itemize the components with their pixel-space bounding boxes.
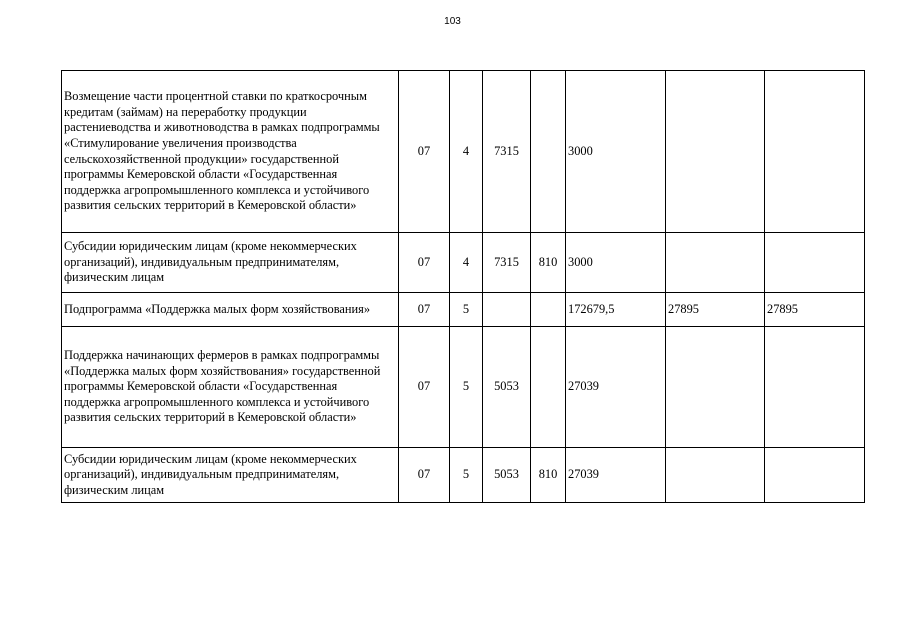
amount-cell-1: 3000 <box>566 233 666 293</box>
subsection-cell: 4 <box>450 233 483 293</box>
row-description: Возмещение части процентной ставки по краткосрочным кредитам (займам) на переработку продукции растениеводства и животноводства в рамках подпрограммы «Стимулирование увеличения производства сельскохозяйственной продукции» государственной программы Кемеровской области «Государственная поддержка агропромышленного комплекса и устойчивого развития сельских территорий в Кемеровской области» <box>62 71 399 233</box>
expense-type-cell <box>531 71 566 233</box>
row-description: Субсидии юридическим лицам (кроме некоммерческих организаций), индивидуальным предпринимателям, физическим лицам <box>62 448 399 503</box>
table-row <box>62 327 865 448</box>
amount-cell-2 <box>666 448 765 503</box>
amount-cell-1: 27039 <box>566 327 666 448</box>
amount-cell-1: 172679,5 <box>566 293 666 327</box>
table-row <box>62 233 865 293</box>
amount-cell-3 <box>765 327 865 448</box>
amount-cell-2 <box>666 327 765 448</box>
expense-type-cell <box>531 293 566 327</box>
amount-cell-2 <box>666 71 765 233</box>
target-code-cell: 7315 <box>483 71 531 233</box>
section-cell: 07 <box>399 448 450 503</box>
amount-cell-3 <box>765 448 865 503</box>
amount-cell-3: 27895 <box>765 293 865 327</box>
budget-table <box>61 70 865 503</box>
row-description: Субсидии юридическим лицам (кроме некоммерческих организаций), индивидуальным предпринимателям, физическим лицам <box>62 233 399 293</box>
row-description: Подпрограмма «Поддержка малых форм хозяйствования» <box>62 293 399 327</box>
amount-cell-2 <box>666 233 765 293</box>
amount-cell-1: 27039 <box>566 448 666 503</box>
target-code-cell: 7315 <box>483 233 531 293</box>
table-row <box>62 293 865 327</box>
target-code-cell: 5053 <box>483 327 531 448</box>
subsection-cell: 5 <box>450 327 483 448</box>
section-cell: 07 <box>399 327 450 448</box>
amount-cell-1: 3000 <box>566 71 666 233</box>
target-code-cell <box>483 293 531 327</box>
table-row <box>62 448 865 503</box>
subsection-cell: 4 <box>450 71 483 233</box>
target-code-cell: 5053 <box>483 448 531 503</box>
subsection-cell: 5 <box>450 448 483 503</box>
row-description: Поддержка начинающих фермеров в рамках подпрограммы «Поддержка малых форм хозяйствования» государственной программы Кемеровской области «Государственная поддержка агропромышленного комплекса и устойчивого развития сельских территорий в Кемеровской области» <box>62 327 399 448</box>
subsection-cell: 5 <box>450 293 483 327</box>
amount-cell-3 <box>765 233 865 293</box>
expense-type-cell: 810 <box>531 448 566 503</box>
table-row <box>62 71 865 233</box>
expense-type-cell <box>531 327 566 448</box>
expense-type-cell: 810 <box>531 233 566 293</box>
section-cell: 07 <box>399 293 450 327</box>
amount-cell-3 <box>765 71 865 233</box>
amount-cell-2: 27895 <box>666 293 765 327</box>
section-cell: 07 <box>399 71 450 233</box>
section-cell: 07 <box>399 233 450 293</box>
page-number: 103 <box>444 16 461 27</box>
